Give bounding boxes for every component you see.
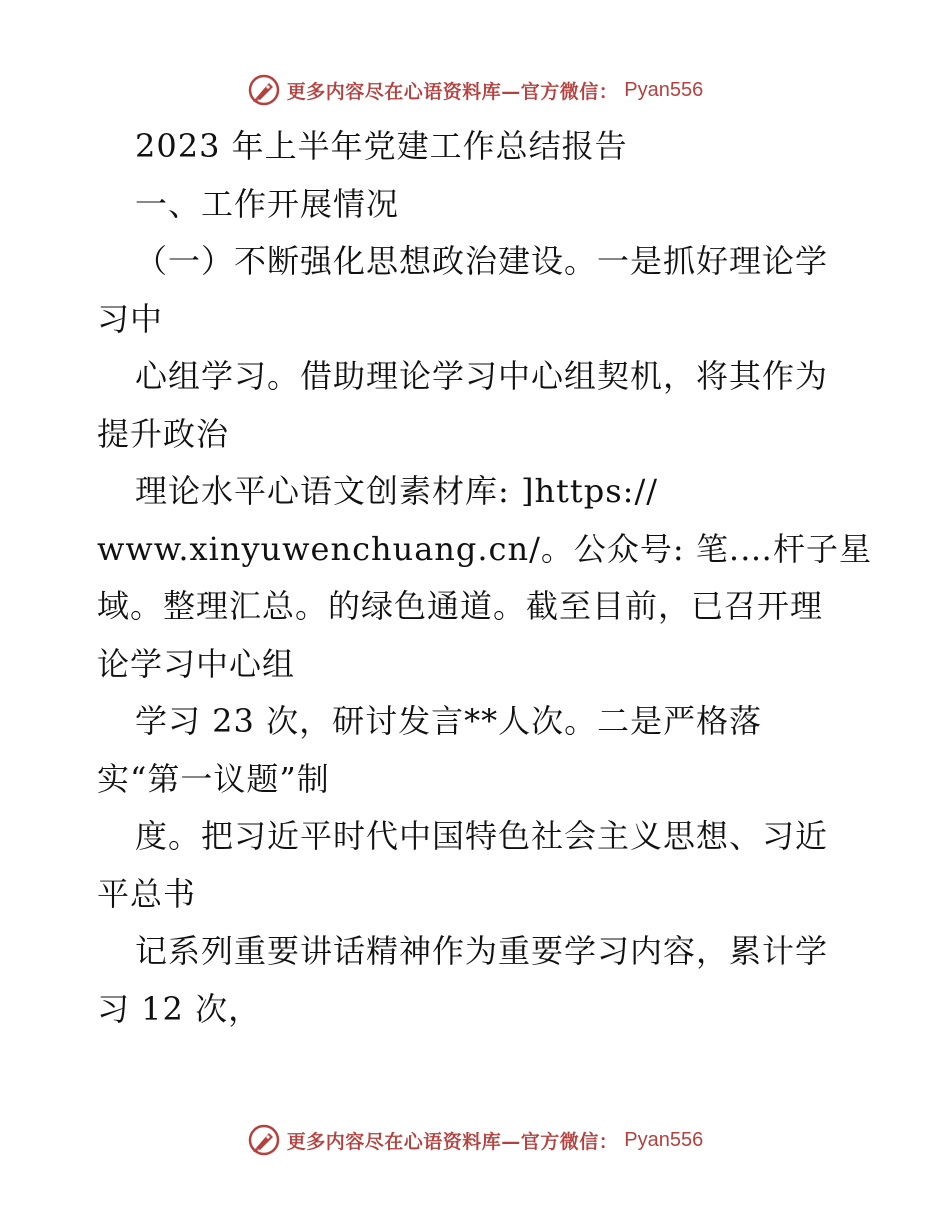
body-line: 提升政治 — [97, 414, 230, 453]
body-line: 习 12 次， — [97, 989, 262, 1028]
body-line: （一）不断强化思想政治建设。一是抓好理论学 — [135, 242, 829, 280]
section-heading: 一、工作开展情况 — [135, 184, 400, 223]
header-watermark-banner — [0, 70, 950, 110]
body-line: 度。把习近平时代中国特色社会主义思想、习近 — [135, 817, 829, 855]
body-line: 心组学习。借助理论学习中心组契机，将其作为 — [135, 357, 829, 395]
body-line: 记系列重要讲话精神作为重要学习内容，累计学 — [135, 932, 829, 970]
body-line: 实“第一议题”制 — [97, 759, 330, 798]
body-line: 理论水平心语文创素材库: ]https:// — [135, 472, 659, 510]
pen-nib-logo-icon — [247, 1123, 281, 1157]
document-title: 2023 年上半年党建工作总结报告 — [135, 127, 628, 165]
body-line: 域。整理汇总。的绿色通道。截至目前，已召开理 — [97, 587, 824, 625]
body-line: 学习 23 次，研讨发言**人次。二是严格落 — [135, 702, 763, 740]
body-line: 论学习中心组 — [97, 644, 296, 683]
body-line: www.xinyuwenchuang.cn/。公众号: 笔.…杆子星 — [97, 529, 872, 568]
banner-wechat-handle: Pyan556 — [624, 78, 704, 101]
banner-wechat-handle: Pyan556 — [624, 1128, 704, 1151]
footer-watermark-banner — [0, 1120, 950, 1160]
banner-text: 更多内容尽在心语资料库—官方微信： — [286, 1130, 619, 1153]
body-line: 习中 — [97, 299, 164, 338]
pen-nib-logo-icon — [247, 73, 281, 107]
body-line: 平总书 — [97, 874, 197, 913]
document-body — [97, 118, 872, 1038]
banner-text: 更多内容尽在心语资料库—官方微信： — [286, 80, 619, 103]
